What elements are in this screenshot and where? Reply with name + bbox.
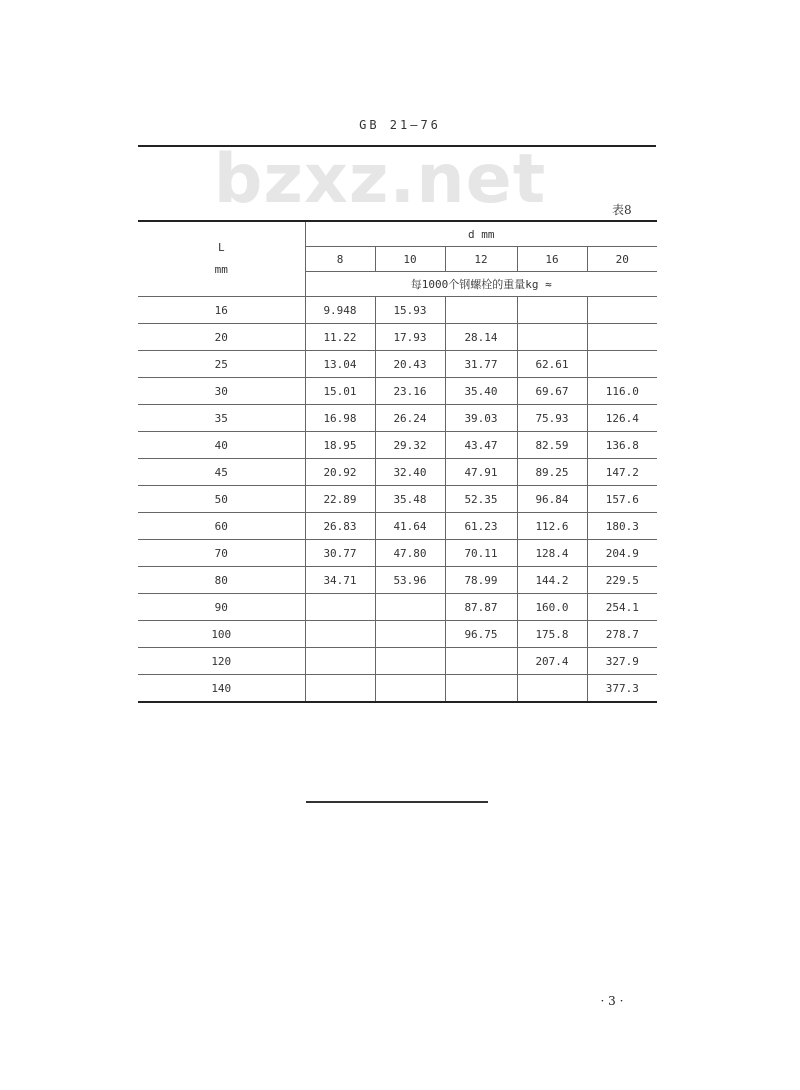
weight-cell [375,621,445,648]
weight-cell: 15.93 [375,297,445,324]
weight-cell: 11.22 [305,324,375,351]
weight-cell: 31.77 [445,351,517,378]
weight-cell: 136.8 [587,432,657,459]
weight-cell [305,648,375,675]
length-cell: 80 [138,567,305,594]
weight-cell [305,594,375,621]
weight-cell: 35.48 [375,486,445,513]
weight-cell: 26.83 [305,513,375,540]
weight-cell: 41.64 [375,513,445,540]
weight-cell: 82.59 [517,432,587,459]
weight-cell [375,648,445,675]
diameter-header-cell: 12 [445,247,517,272]
weight-cell [517,324,587,351]
weight-cell: 207.4 [517,648,587,675]
weight-cell: 144.2 [517,567,587,594]
length-cell: 25 [138,351,305,378]
weight-cell: 112.6 [517,513,587,540]
weight-cell [375,594,445,621]
length-cell: 45 [138,459,305,486]
table-row [138,648,657,675]
header-row-group [138,221,657,247]
weight-cell: 17.93 [375,324,445,351]
table-row [138,459,657,486]
weight-cell: 157.6 [587,486,657,513]
weight-cell: 147.2 [587,459,657,486]
length-cell: 20 [138,324,305,351]
weight-cell: 96.75 [445,621,517,648]
weight-cell [517,675,587,703]
length-cell: 100 [138,621,305,648]
length-symbol: L [217,241,225,254]
weight-cell: 62.61 [517,351,587,378]
weight-cell: 18.95 [305,432,375,459]
weight-cell [587,297,657,324]
weight-cell: 47.91 [445,459,517,486]
weight-cell: 34.71 [305,567,375,594]
diameter-header-cell: 10 [375,247,445,272]
weight-cell: 278.7 [587,621,657,648]
weight-cell: 28.14 [445,324,517,351]
weight-cell: 16.98 [305,405,375,432]
weight-cell: 35.40 [445,378,517,405]
length-column-header [138,221,305,297]
diameter-group-header: d mm [305,221,657,247]
diameter-header-cell: 16 [517,247,587,272]
table-row [138,567,657,594]
weight-cell: 43.47 [445,432,517,459]
page-number: · 3 · [600,994,624,1008]
table-row [138,324,657,351]
weight-cell: 61.23 [445,513,517,540]
weight-cell [445,297,517,324]
weight-cell: 32.40 [375,459,445,486]
weight-cell: 160.0 [517,594,587,621]
footer-rule [306,801,488,803]
weight-cell: 128.4 [517,540,587,567]
diameter-header-cell: 20 [587,247,657,272]
weight-cell: 87.87 [445,594,517,621]
weight-cell: 175.8 [517,621,587,648]
weight-cell [587,324,657,351]
weight-cell [375,675,445,703]
table-row [138,486,657,513]
length-cell: 90 [138,594,305,621]
length-cell: 140 [138,675,305,703]
diameter-header-cell: 8 [305,247,375,272]
weight-cell [445,675,517,703]
weight-cell [517,297,587,324]
table-row [138,513,657,540]
table-row [138,540,657,567]
weight-cell: 96.84 [517,486,587,513]
weight-caption: 每1000个钢螺栓的重量kg ≈ [305,272,657,297]
weight-cell: 20.92 [305,459,375,486]
weight-cell: 70.11 [445,540,517,567]
weight-cell: 204.9 [587,540,657,567]
weight-cell: 39.03 [445,405,517,432]
weight-cell: 20.43 [375,351,445,378]
weight-cell: 229.5 [587,567,657,594]
length-unit: mm [214,263,228,276]
length-cell: 40 [138,432,305,459]
table-row [138,405,657,432]
table-row [138,432,657,459]
length-cell: 120 [138,648,305,675]
weight-cell: 78.99 [445,567,517,594]
length-cell: 16 [138,297,305,324]
table-row [138,297,657,324]
length-cell: 30 [138,378,305,405]
weight-cell: 52.35 [445,486,517,513]
weight-cell: 13.04 [305,351,375,378]
weight-cell: 254.1 [587,594,657,621]
table-row [138,351,657,378]
document-code: GB 21—76 [359,118,441,132]
weight-cell [587,351,657,378]
length-cell: 70 [138,540,305,567]
weight-cell [445,648,517,675]
weight-cell: 75.93 [517,405,587,432]
table-row [138,621,657,648]
weight-cell: 116.0 [587,378,657,405]
table-row [138,594,657,621]
weight-cell: 53.96 [375,567,445,594]
weight-cell: 30.77 [305,540,375,567]
watermark: bzxz.net [213,140,547,219]
weight-cell: 26.24 [375,405,445,432]
length-cell: 50 [138,486,305,513]
weight-cell: 29.32 [375,432,445,459]
weight-cell: 180.3 [587,513,657,540]
weight-cell: 23.16 [375,378,445,405]
weight-cell [305,675,375,703]
weight-cell: 327.9 [587,648,657,675]
bolt-weight-table [138,220,657,703]
weight-cell: 377.3 [587,675,657,703]
length-cell: 35 [138,405,305,432]
weight-cell: 9.948 [305,297,375,324]
weight-cell [305,621,375,648]
weight-cell: 15.01 [305,378,375,405]
length-cell: 60 [138,513,305,540]
weight-cell: 69.67 [517,378,587,405]
table-row [138,675,657,703]
table-row [138,378,657,405]
weight-cell: 126.4 [587,405,657,432]
weight-cell: 22.89 [305,486,375,513]
weight-cell: 89.25 [517,459,587,486]
weight-cell: 47.80 [375,540,445,567]
table-label: 表8 [612,203,632,217]
